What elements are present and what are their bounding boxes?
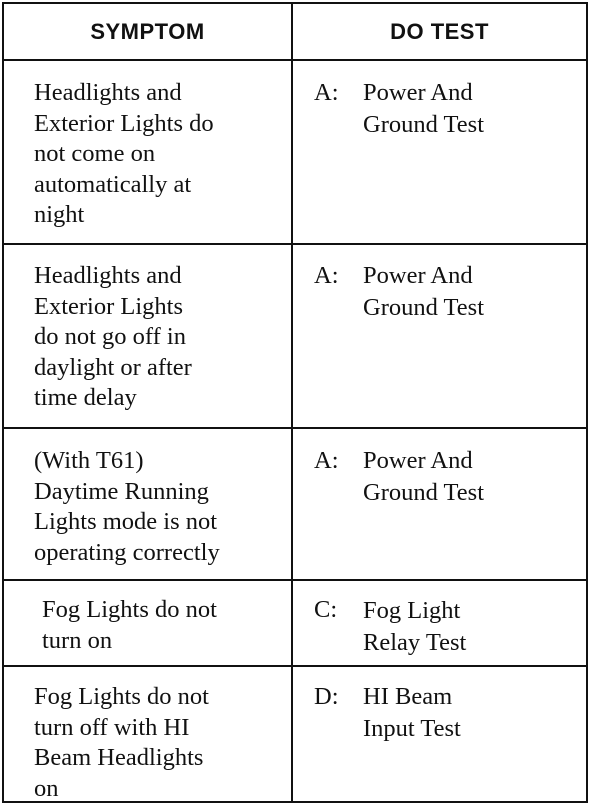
table-row [4, 61, 586, 245]
table-row [4, 581, 586, 667]
symptom-text: (With T61) Daytime Running Lights mode is not operating correctly [34, 447, 220, 566]
symptom-text: Headlights and Exterior Lights do not go off in daylight or after time delay [34, 262, 192, 411]
test-name: Fog Light Relay Test [363, 597, 467, 656]
table-header-row [4, 4, 586, 61]
symptom-test-table [2, 2, 588, 803]
header-symptom: SYMPTOM [4, 4, 293, 59]
symptom-cell [4, 581, 293, 665]
test-code: A: [314, 262, 339, 289]
table-row [4, 667, 586, 803]
test-cell [293, 61, 586, 243]
test-cell [293, 667, 586, 803]
symptom-cell [4, 667, 293, 803]
symptom-text: Fog Lights do not turn on [42, 596, 217, 654]
symptom-text: Fog Lights do not turn off with HI Beam Headlights on [34, 683, 209, 802]
symptom-cell [4, 245, 293, 427]
test-code: D: [314, 683, 339, 710]
header-do-test: DO TEST [390, 18, 489, 44]
symptom-cell [4, 429, 293, 579]
test-name: Power And Ground Test [363, 262, 485, 321]
symptom-cell [4, 61, 293, 243]
test-cell [293, 581, 586, 665]
test-cell [293, 245, 586, 427]
test-code: C: [314, 596, 338, 623]
test-cell [293, 429, 586, 579]
symptom-text: Headlights and Exterior Lights do not come on automatically at night [34, 79, 214, 228]
table-row [4, 429, 586, 581]
test-name: Power And Ground Test [363, 79, 485, 138]
test-name: HI Beam Input Test [363, 683, 461, 742]
test-name: Power And Ground Test [363, 447, 485, 506]
test-code: A: [314, 79, 339, 106]
table-row [4, 245, 586, 429]
test-code: A: [314, 447, 339, 474]
